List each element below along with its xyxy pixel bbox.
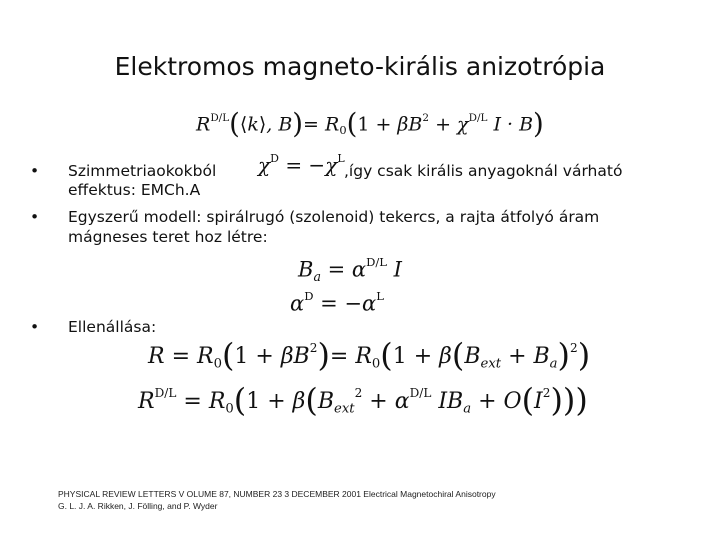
bullet-marker: • [30,162,40,180]
bullet-symmetry-text: Szimmetriaokokból [68,162,217,180]
slide-title: Elektromos magneto-királis anizotrópia [114,52,606,81]
bullet-marker: • [30,318,40,336]
bullet-model [30,208,708,227]
bullet-model-line2 [68,228,268,247]
bullet-symmetry-line2 [68,181,200,200]
equation-main: $R^{D/L}(⟨k⟩$, $B)= R_0(1 + \beta B^2 + \chi^{D/L}$ I · B) [196,108,544,140]
reference-line2: G. L. J. A. Rikken, J. Fölling, and P. Wyder [58,501,218,511]
reference-line1: PHYSICAL REVIEW LETTERS V OLUME 87, NUMBER 23 3 DECEMBER 2001 Electrical Magnetochiral Anisotropy [58,489,496,499]
equation-R2: $R^{D/L} = R_0(1 + \beta(B_{ext}^2 + \alpha^{D/L}$ $IB_a + O(I^2)$)) [138,381,588,419]
bullet-symmetry-text-line2: effektus: EMCh.A [68,181,201,199]
bullet-symmetry-text-after: ,így csak királis anyagoknál várható [344,162,623,180]
bullet-model-text: Egyszerű modell: spirálrugó (szolenoid) tekercs, a rajta átfolyó áram [68,208,600,226]
reference [58,488,496,512]
bullet-resistance-text: Ellenállása: [68,318,157,336]
bullet-model-text-line2: mágneses teret hoz létre: [68,228,268,246]
bullet-marker: • [30,208,40,226]
bullet-symmetry-continuation [344,162,622,181]
equation-Ba: $B_a = \alpha^{D/L}$ I [298,255,402,284]
equation-R1: $R = R_0(1 + \beta B^2)= R_0(1 + \beta(B_{ext} + B_a)^2)$ [148,336,591,374]
bullet-resistance [30,318,157,337]
equation-chi: $\chi^D = -\chi^L$ [258,152,345,177]
equation-alpha: $\alpha^D = -\alpha^L$ [290,289,384,316]
